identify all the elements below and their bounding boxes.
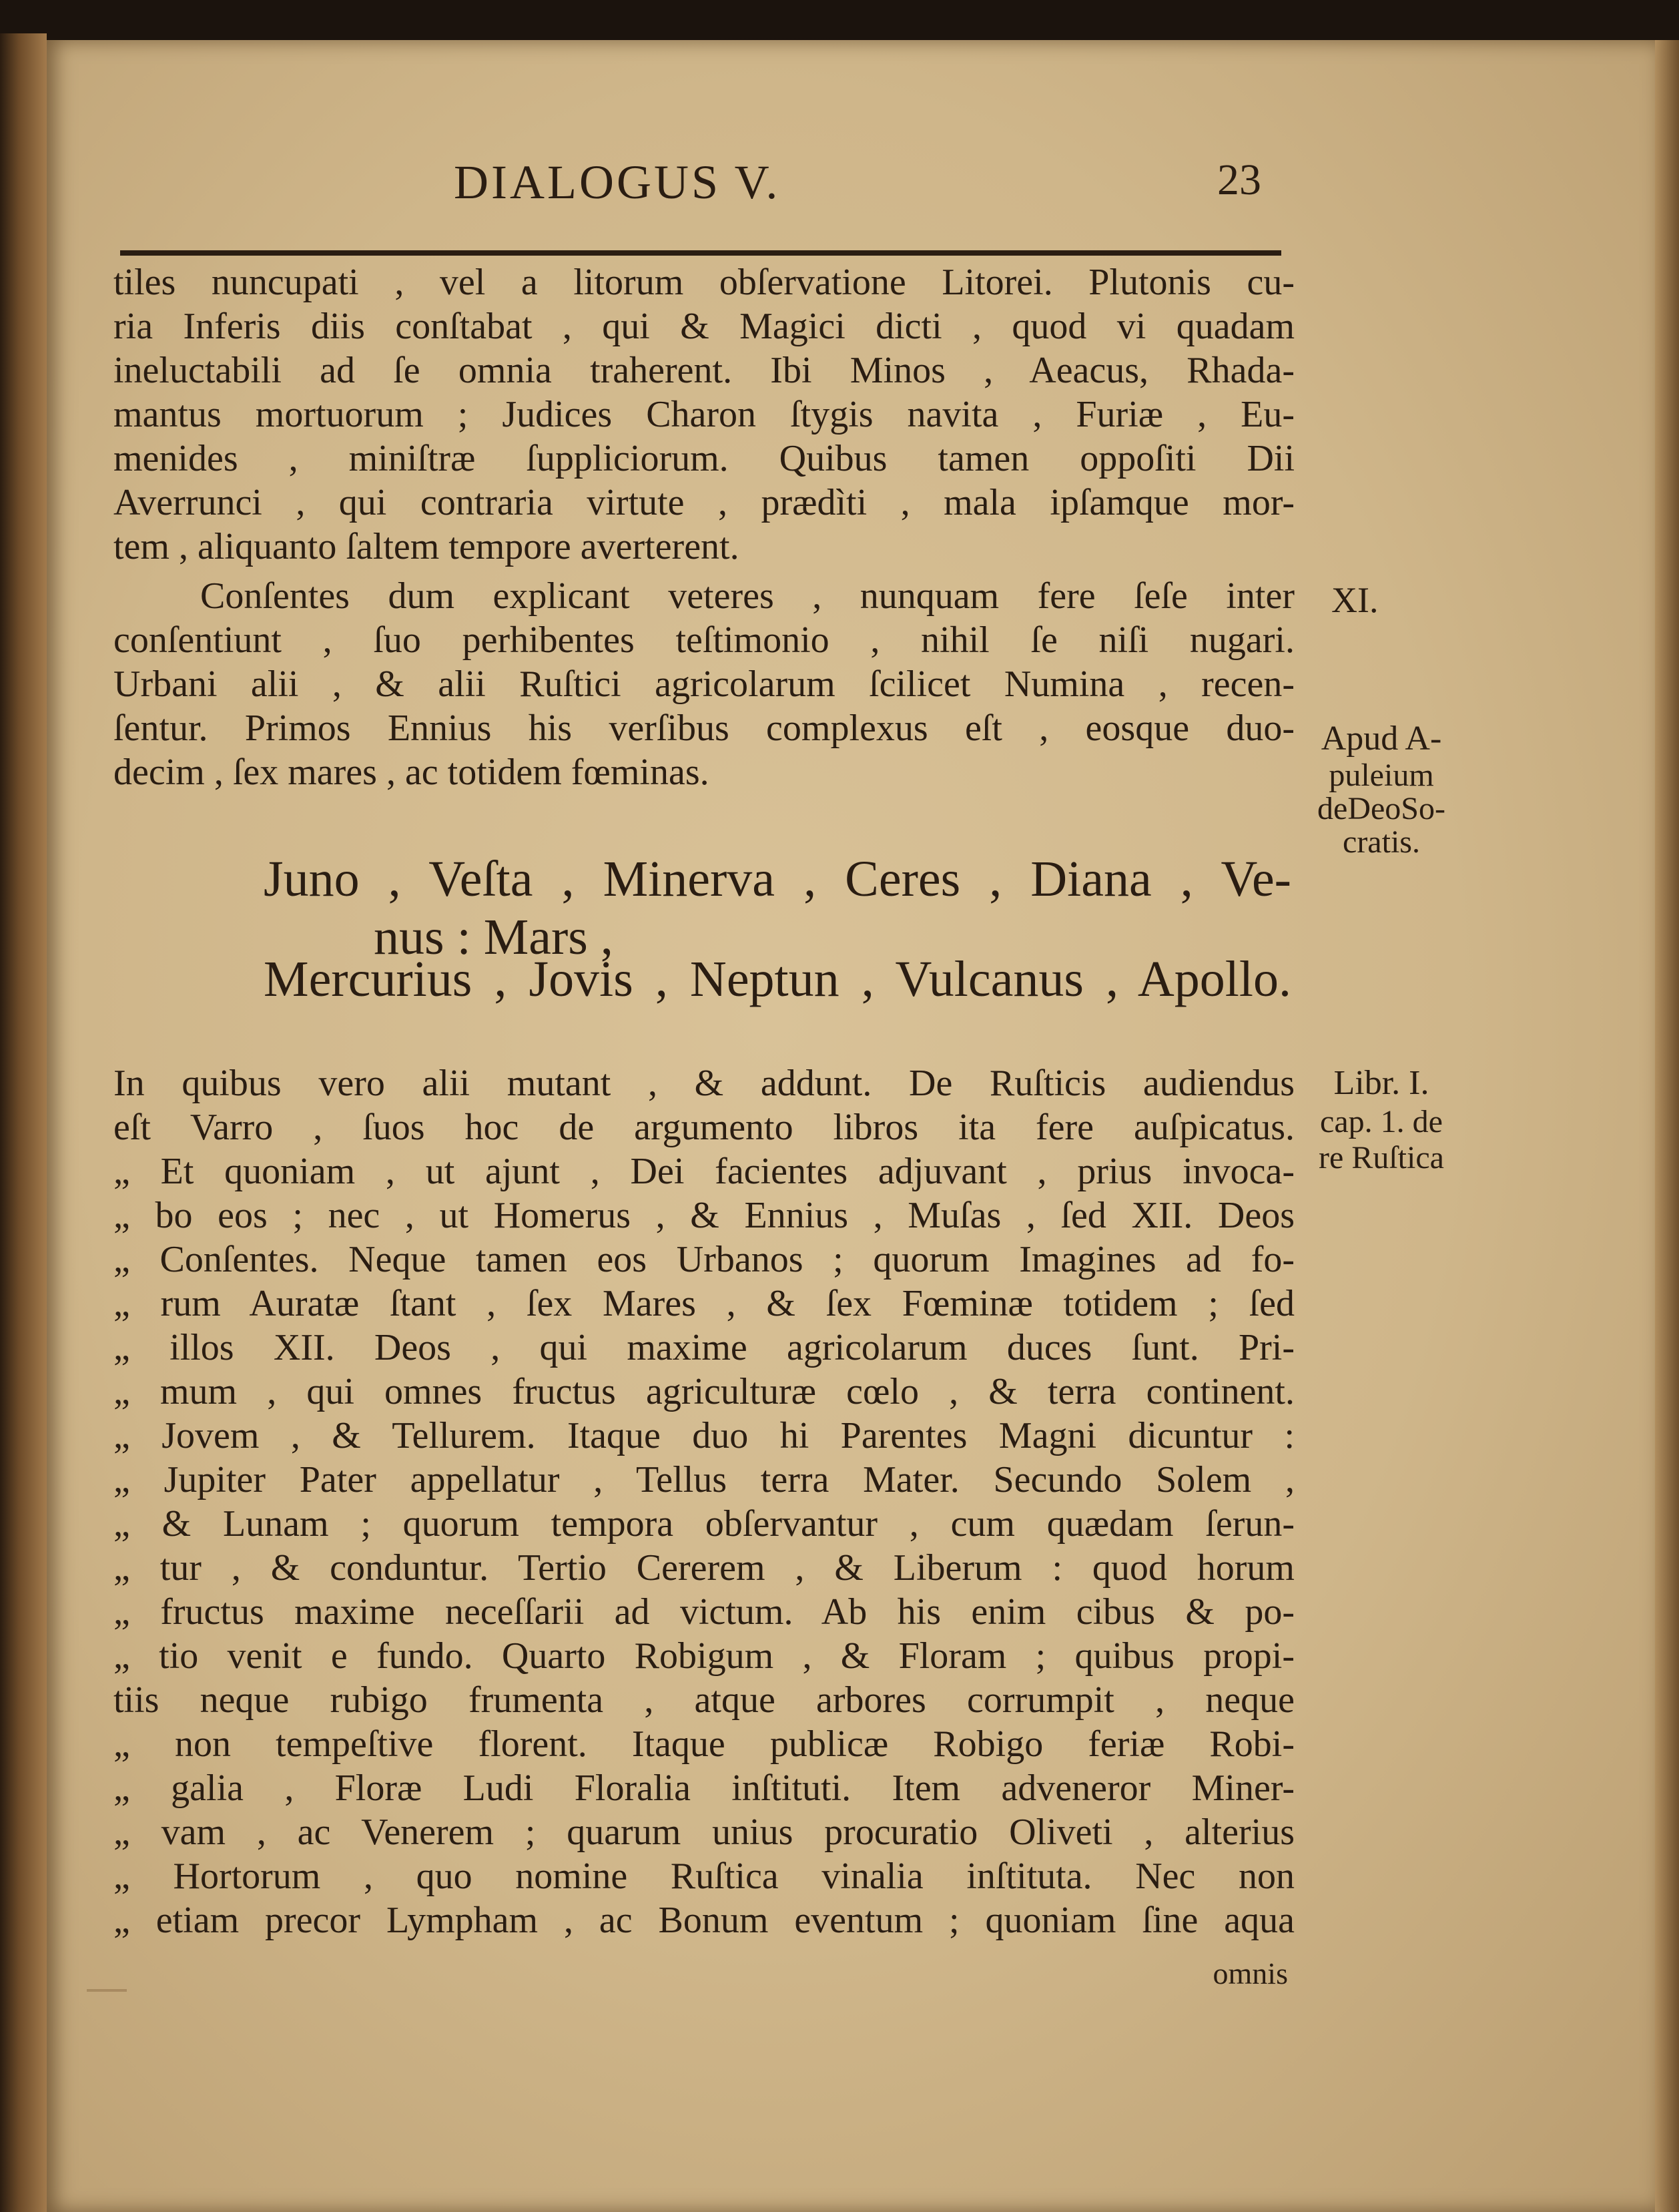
text-line: „ Jovem , & Tellurem. Itaque duo hi Parentes Magni dicuntur : — [113, 1415, 1295, 1456]
text-line: conſentiunt , ſuo perhibentes teſtimonio , nihil ſe niſi nugari. — [113, 619, 1295, 661]
text-line: ſentur. Primos Ennius his verſibus complexus eſt , eosque duo- — [113, 708, 1295, 749]
running-header-title: DIALOGUS V. — [454, 156, 781, 209]
text-line: „ illos XII. Deos , qui maxime agricolarum duces ſunt. Pri- — [113, 1327, 1295, 1368]
text-line: „ bo eos ; nec , ut Homerus , & Ennius , Muſas , ſed XII. Deos — [113, 1195, 1295, 1236]
text-line: „ galia , Floræ Ludi Floralia inſtituti. Item adveneror Miner- — [113, 1767, 1295, 1809]
text-line: „ tur , & conduntur. Tertio Cererem , & Liberum : quod horum — [113, 1547, 1295, 1589]
section-margin-note: XI. — [1331, 580, 1379, 620]
text-line: menides , miniſtræ ſuppliciorum. Quibus tamen oppoſiti Dii — [113, 438, 1295, 479]
catchword: omnis — [1213, 1956, 1288, 1990]
libr-note-line: cap. 1. de — [1320, 1104, 1443, 1139]
text-line: tiis neque rubigo frumenta , atque arbores corrumpit , neque — [113, 1679, 1295, 1721]
text-line: mantus mortuorum ; Judices Charon ſtygis navita , Furiæ , Eu- — [113, 394, 1295, 435]
text-line: „ Hortorum , quo nomine Ruſtica vinalia inſtituta. Nec non — [113, 1856, 1295, 1897]
page-number: 23 — [1217, 156, 1261, 204]
text-line: „ tio venit e fundo. Quarto Robigum , & Floram ; quibus propi- — [113, 1635, 1295, 1677]
text-line: „ non tempeſtive florent. Itaque publicæ Robigo feriæ Robi- — [113, 1723, 1295, 1765]
text-line: tem , aliquanto ſaltem tempore averterent. — [113, 526, 739, 567]
text-line: ineluctabili ad ſe omnia traherent. Ibi Minos , Aeacus, Rhada- — [113, 350, 1295, 391]
libr-note-line: Libr. I. — [1333, 1064, 1429, 1102]
text-line: „ vam , ac Venerem ; quarum unius procuratio Oliveti , alterius — [113, 1812, 1295, 1853]
text-line: „ Conſentes. Neque tamen eos Urbanos ; quorum Imagines ad fo- — [113, 1239, 1295, 1280]
text-line: „ Et quoniam , ut ajunt , Dei facientes adjuvant , prius invoca- — [113, 1151, 1295, 1192]
text-line: „ rum Auratæ ſtant , ſex Mares , & ſex Fœminæ totidem ; ſed — [113, 1283, 1295, 1324]
apud-note-line: Apud A- — [1321, 720, 1442, 758]
text-line: Averrunci , qui contraria virtute , prædìti , mala ipſamque mor- — [113, 482, 1295, 523]
apud-note-line: cratis. — [1343, 824, 1420, 860]
text-line: eſt Varro , ſuos hoc de argumento libros ita fere auſpicatus. — [113, 1107, 1295, 1148]
text-line: ria Inferis diis conſtabat , qui & Magici dicti , quod vi quadam — [113, 306, 1295, 347]
apud-note-line: deDeoSo- — [1317, 791, 1445, 826]
paper-mark — [87, 1989, 127, 1992]
right-page-edge — [1655, 40, 1679, 2212]
text-line: tiles nuncupati , vel a litorum obſervatione Litorei. Plutonis cu- — [113, 262, 1295, 303]
verse-line: nus : Mars , — [374, 909, 613, 965]
verse-line: Juno , Veſta , Minerva , Ceres , Diana , Ve- — [264, 851, 1291, 907]
text-line: Conſentes dum explicant veteres , nunquam fere ſeſe inter — [200, 575, 1295, 617]
text-line: „ etiam precor Lympham , ac Bonum eventum ; quoniam ſine aqua — [113, 1900, 1295, 1941]
text-line: „ fructus maxime neceſſarii ad victum. Ab his enim cibus & po- — [113, 1591, 1295, 1633]
text-line: decim , ſex mares , ac totidem fœminas. — [113, 752, 709, 793]
text-line: „ mum , qui omnes fructus agriculturæ cœlo , & terra continent. — [113, 1371, 1295, 1412]
header-rule — [120, 250, 1281, 256]
verse-line: Mercurius , Jovis , Neptun , Vulcanus , Apollo. — [264, 951, 1291, 1007]
text-line: In quibus vero alii mutant , & addunt. De Ruſticis audiendus — [113, 1063, 1295, 1104]
left-page-edge — [0, 33, 47, 2212]
libr-note-line: re Ruſtica — [1319, 1140, 1444, 1175]
apud-note-line: puleium — [1329, 758, 1434, 793]
text-line: „ & Lunam ; quorum tempora obſervantur , cum quædam ſerun- — [113, 1503, 1295, 1545]
text-line: Urbani alii , & alii Ruſtici agricolarum ſcilicet Numina , recen- — [113, 663, 1295, 705]
text-line: „ Jupiter Pater appellatur , Tellus terra Mater. Secundo Solem , — [113, 1459, 1295, 1500]
